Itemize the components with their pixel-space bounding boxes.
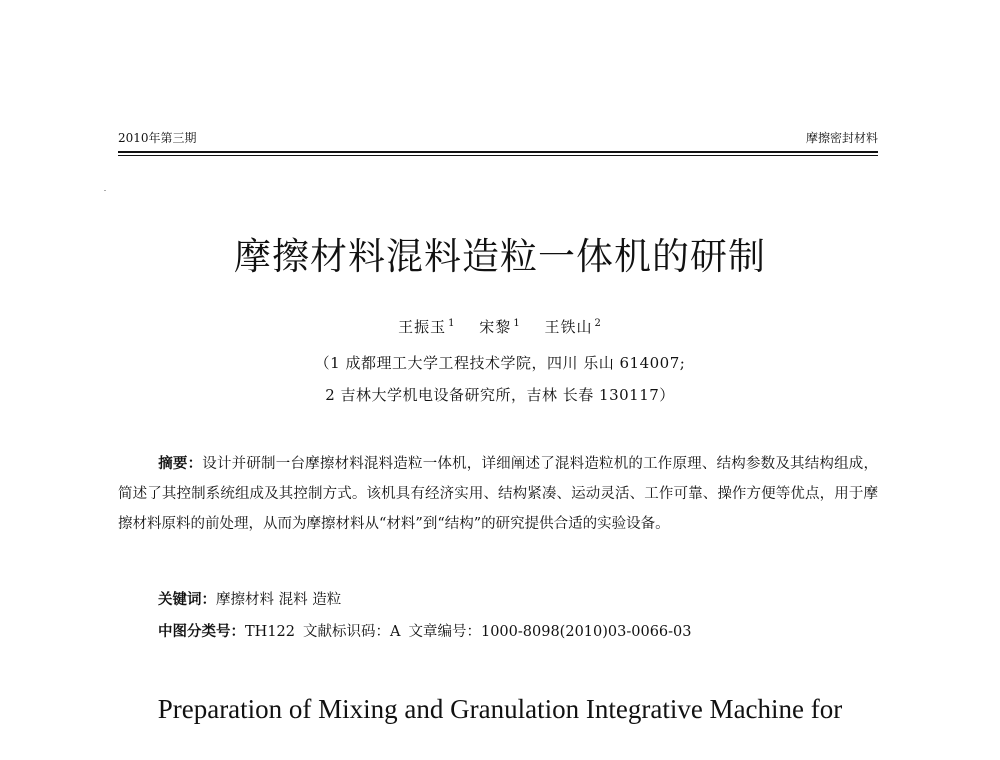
doc-code: A bbox=[390, 624, 401, 640]
clc-label: 中图分类号： bbox=[158, 624, 245, 640]
english-title: Preparation of Mixing and Granulation Integrative Machine for bbox=[157, 694, 843, 724]
affiliation-2: 2 吉林大学机电设备研究所，吉林 长春 130117） bbox=[325, 386, 675, 404]
keywords-text: 摩擦材料 混料 造粒 bbox=[216, 592, 342, 608]
journal-issue: 2010年第三期 bbox=[118, 131, 197, 145]
abstract-text: 设计并研制一台摩擦材料混料造粒一体机，详细阐述了混料造粒机的工作原理、结构参数及其结构组成，简述了其控制系统组成及其控制方式。该机具有经济实用、结构紧凑、运动灵活、工作可靠、操作方便等优点，用于摩擦材料原料的前处理，从而为摩擦材料从“材料”到“结构”的研究提供合适的实验设备。 bbox=[118, 456, 879, 532]
affiliation-1: （1 成都理工大学工程技术学院，四川 乐山 614007; bbox=[314, 354, 686, 372]
header-rule bbox=[118, 155, 878, 156]
abstract bbox=[118, 449, 878, 539]
running-header bbox=[118, 127, 878, 153]
article-no: 1000-8098(2010)03-0066-03 bbox=[480, 624, 692, 640]
article-no-label: 文章编号： bbox=[408, 624, 481, 640]
journal-name: 摩擦密封材料 bbox=[805, 131, 878, 145]
keywords-label: 关键词： bbox=[158, 592, 216, 608]
keywords bbox=[158, 588, 341, 609]
doc-code-label: 文献标识码： bbox=[303, 624, 390, 640]
author: 王铁山 $^2$ bbox=[544, 318, 602, 336]
paper-title: 摩擦材料混料造粒一体机的研制 bbox=[234, 235, 766, 278]
author: 宋黎 $^1$ bbox=[479, 318, 521, 336]
scan-mark bbox=[104, 190, 106, 191]
author-list bbox=[0, 316, 1000, 337]
author: 王振玉 $^1$ bbox=[398, 318, 456, 336]
abstract-label: 摘要： bbox=[158, 456, 203, 472]
classification-line bbox=[158, 620, 692, 641]
clc-code: TH122 bbox=[245, 624, 295, 640]
